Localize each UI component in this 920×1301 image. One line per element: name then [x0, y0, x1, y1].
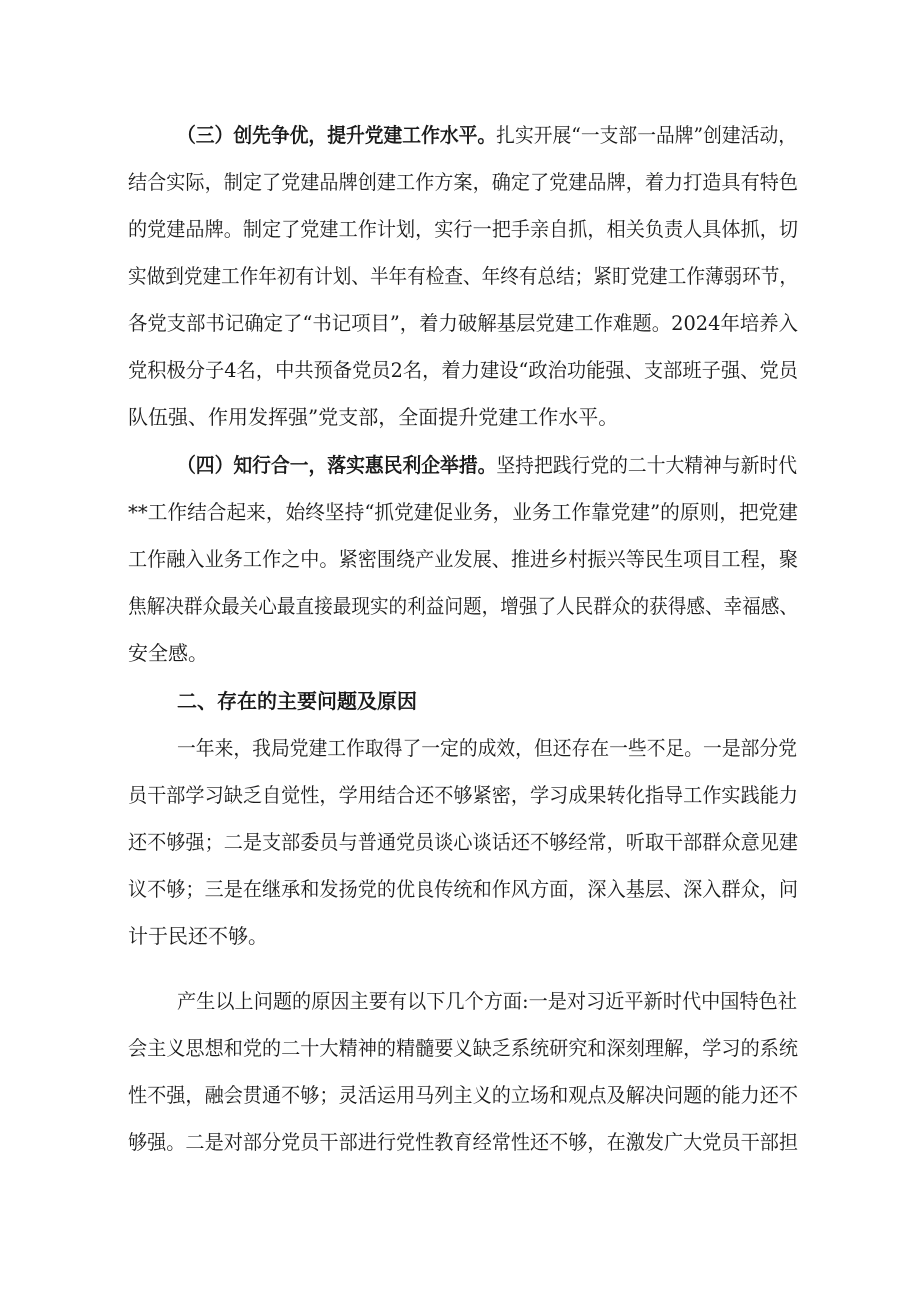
- paragraph-line: 够强。二是对部分党员干部进行党性教育经常性还不够，在激发广大党员干部担: [128, 1130, 798, 1154]
- paragraph-line: **工作结合起来，始终坚持“抓党建促业务，业务工作靠党建”的原则，把党建: [128, 500, 798, 524]
- section-4-heading: （四）知行合一，落实惠民利企举措。: [177, 453, 497, 477]
- paragraph-line: 还不够强；二是支部委员与普通党员谈心谈话还不够经常，听取干部群众意见建: [128, 830, 798, 854]
- section-3-heading: （三）创先争优，提升党建工作水平。: [177, 123, 497, 147]
- paragraph-line: 产生以上问题的原因主要有以下几个方面:一是对习近平新时代中国特色社: [177, 989, 797, 1013]
- paragraph-text: 扎实开展“一支部一品牌”创建活动，: [496, 123, 797, 147]
- paragraph-line: 计于民还不够。: [128, 924, 268, 948]
- paragraph-line: 党积极分子4名，中共预备党员2名，着力建设“政治功能强、支部班子强、党员: [128, 358, 798, 382]
- paragraph-line: 会主义思想和党的二十大精神的精髓要义缺乏系统研究和深刻理解，学习的系统: [128, 1036, 798, 1060]
- paragraph-line: 议不够；三是在继承和发扬党的优良传统和作风方面，深入基层、深入群众，问: [128, 877, 798, 901]
- paragraph-line: 各党支部书记确定了“书记项目”，着力破解基层党建工作难题。2024年培养入: [128, 311, 798, 335]
- paragraph-line: 一年来，我局党建工作取得了一定的成效，但还存在一些不足。一是部分党: [177, 736, 797, 760]
- paragraph-line: 的党建品牌。制定了党建工作计划，实行一把手亲自抓，相关负责人具体抓，切: [128, 217, 798, 241]
- paragraph-line: 实做到党建工作年初有计划、半年有检查、年终有总结；紧盯党建工作薄弱环节，: [128, 264, 798, 288]
- paragraph-line: 性不强，融会贯通不够；灵活运用马列主义的立场和观点及解决问题的能力还不: [128, 1083, 798, 1107]
- section-4-first-line: [177, 452, 797, 478]
- paragraph-line: 员干部学习缺乏自觉性，学用结合还不够紧密，学习成果转化指导工作实践能力: [128, 783, 798, 807]
- paragraph-line: 焦解决群众最关心最直接最现实的利益问题，增强了人民群众的获得感、幸福感、: [128, 594, 798, 618]
- section-3-first-line: [177, 122, 797, 148]
- paragraph-text: 坚持把践行党的二十大精神与新时代: [496, 453, 797, 477]
- paragraph-line: 队伍强、作用发挥强”党支部，全面提升党建工作水平。: [128, 405, 619, 429]
- paragraph-line: 工作融入业务工作之中。紧密围绕产业发展、推进乡村振兴等民生项目工程，聚: [128, 547, 798, 571]
- part-2-heading: 二、存在的主要问题及原因: [177, 689, 417, 713]
- paragraph-line: 结合实际，制定了党建品牌创建工作方案，确定了党建品牌，着力打造具有特色: [128, 170, 798, 194]
- paragraph-line: 安全感。: [128, 641, 208, 665]
